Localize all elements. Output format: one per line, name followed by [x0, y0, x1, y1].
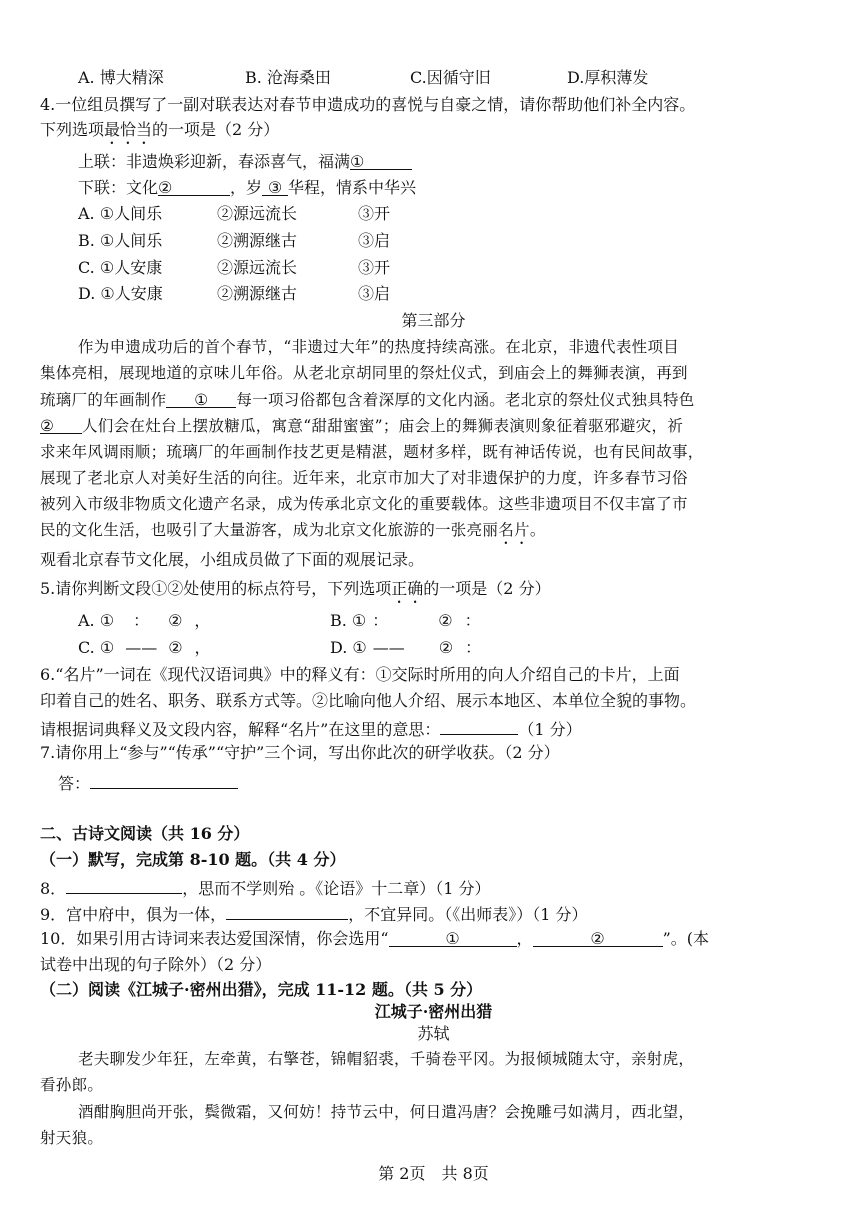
- opt-label: C. ①人安康: [78, 258, 163, 277]
- part3-line4: [40, 415, 683, 437]
- answer-label: 答：: [58, 774, 91, 793]
- blank-marker: ①: [350, 152, 365, 171]
- poem-line1: 老夫聊发少年狂，左牵黄，右擎苍，锦帽貂裘，千骑卷平冈。为报倾城随太守，亲射虎，: [78, 1050, 695, 1068]
- q5-option-c: [78, 637, 223, 659]
- couplet-blank-1: [350, 151, 412, 170]
- blank-marker: ②: [158, 178, 173, 197]
- page-footer: 第 2页 共 8页: [378, 1164, 489, 1183]
- q6-line1: 6.“名片”一词在《现代汉语词典》中的释义有：①交际时所用的向人介绍自己的卡片，上面: [40, 665, 680, 684]
- q4-option-c-2: ②源远流长: [217, 258, 298, 277]
- couplet-lower-text-3: 华程，情系中华兴: [288, 178, 417, 197]
- part3-line3-text: 琉璃厂的年画制作: [40, 391, 167, 409]
- poem-line3: 酒酣胸胆尚开张，鬓微霜，又何妨！持节云中，何日遣冯唐？会挽雕弓如满月，西北望，: [78, 1103, 695, 1121]
- q4-option-b-2: ②溯源继古: [217, 231, 298, 250]
- q10-blank-2[interactable]: [533, 928, 663, 947]
- couplet-lower: [78, 177, 416, 199]
- poem-line4: 射天狼。: [40, 1129, 104, 1147]
- part3-line4-text: 人们会在灶台上摆放糖瓜，寓意“甜甜蜜蜜”；庙会上的舞狮表演则象征着驱邪避灾，祈: [82, 417, 684, 435]
- couplet-lower-text-2: ，岁: [230, 178, 263, 197]
- part3-line8-end: 。: [529, 521, 546, 539]
- q6-score: （1 分）: [518, 720, 582, 739]
- opt-label: A. ①: [78, 611, 115, 630]
- q8-number: 8．: [40, 879, 67, 898]
- opt-punct-2: ，: [194, 638, 211, 657]
- q3-option-c: C.因循守旧: [410, 68, 491, 87]
- q4-option-a-2: ②源远流长: [217, 204, 298, 223]
- q4-option-b-3: ③启: [358, 231, 391, 250]
- opt-punct-1: ：: [133, 611, 150, 630]
- q4-option-b: [78, 230, 162, 252]
- blank-marker: ①: [194, 391, 209, 409]
- q7-answer: [58, 770, 238, 795]
- q3-option-d: D.厚积薄发: [567, 68, 649, 87]
- q5-option-a: [78, 610, 222, 632]
- q4-option-d: [78, 283, 163, 305]
- couplet-upper-text: 上联：非遗焕彩迎新，春添喜气，福满: [78, 152, 351, 171]
- q5-option-d: [330, 637, 493, 659]
- opt-punct-2: ：: [465, 638, 482, 657]
- q8: [40, 875, 491, 900]
- q9-text-2: ，不宜异同。（《出师表》）（1 分）: [348, 905, 588, 924]
- blank-marker: ②: [40, 417, 55, 435]
- q7-answer-blank[interactable]: [90, 770, 238, 789]
- opt-mid: ②: [438, 611, 453, 630]
- opt-punct-2: ：: [464, 611, 481, 630]
- part3-line8: [40, 519, 546, 548]
- q6-answer-blank[interactable]: [440, 716, 518, 735]
- q6-line3-text: 请根据词典释义及文段内容，解释“名片”在这里的意思：: [40, 720, 441, 739]
- opt-label: A. ①人间乐: [78, 204, 163, 223]
- q4-option-c: [78, 257, 162, 279]
- part3-line2: 集体亮相，展现地道的京味儿年俗。从老北京胡同里的祭灶仪式，到庙会上的舞狮表演，再到: [40, 364, 688, 382]
- opt-punct-1: ：: [372, 611, 389, 630]
- blank-marker: ①: [445, 929, 460, 948]
- section2-sub1: （一）默写，完成第 8-10 题。（共 4 分）: [40, 850, 346, 869]
- q9: [40, 901, 587, 926]
- q5-stem-score: 的一项是（2 分）: [423, 579, 551, 598]
- part3-line3: [40, 389, 695, 411]
- q7-line1: 7.请你用上“参与”“传承”“守护”三个词，写出你此次的研学收获。（2 分）: [40, 743, 560, 762]
- section2-sub2: （二）阅读《江城子·密州出猎》，完成 11-12 题。（共 5 分）: [40, 980, 483, 999]
- q4-stem-line1: 4.一位组员撰写了一副对联表达对春节申遗成功的喜悦与自豪之情，请你帮助他们补全内容。: [40, 95, 696, 114]
- couplet-upper: [78, 151, 412, 173]
- punct-blank-1: [166, 389, 236, 408]
- q6-line2: 印着自己的姓名、职务、联系方式等。②比喻向他人介绍、展示本地区、本单位全貌的事物。: [40, 691, 697, 710]
- q4-emphasis-text: 最恰当: [104, 120, 153, 139]
- part3-heading: 第三部分: [401, 311, 466, 330]
- opt-punct-1: ——: [125, 638, 158, 657]
- q4-option-a-3: ③开: [358, 204, 391, 223]
- opt-label: B. ①: [330, 611, 367, 630]
- punct-blank-2: [40, 415, 82, 434]
- q10-blank-1[interactable]: [389, 928, 517, 947]
- blank-marker: ③: [267, 178, 283, 197]
- opt-label: C. ①: [78, 638, 115, 657]
- opt-label: D. ①人安康: [78, 284, 163, 303]
- q3-option-a: A. 博大精深: [78, 68, 164, 87]
- couplet-lower-text: 下联：文化: [78, 178, 159, 197]
- couplet-blank-3: [262, 177, 288, 196]
- q10-text: 10．如果引用古诗词来表达爱国深情，你会选用“: [40, 929, 389, 948]
- opt-punct-2: ，: [194, 611, 211, 630]
- poem-title: 江城子·密州出猎: [374, 1002, 493, 1021]
- q6-line3: [40, 716, 582, 741]
- part3-line7: 被列入市级非物质文化遗产名录，成为传承北京文化的重要载体。这些非遗项目不仅丰富了市: [40, 495, 688, 513]
- q5-stem: [40, 578, 551, 607]
- q9-text: 9．宫中府中，俱为一体，: [40, 905, 227, 924]
- part3-line1: 作为申遗成功后的首个春节，“非遗过大年”的热度持续高涨。在北京，非遗代表性项目: [78, 338, 680, 356]
- couplet-blank-2: [158, 177, 230, 196]
- q4-stem-line2: [40, 119, 279, 148]
- poem-author: 苏轼: [417, 1024, 450, 1043]
- q4-option-a: [78, 203, 162, 225]
- q4-option-c-3: ③开: [358, 258, 391, 277]
- q9-blank[interactable]: [226, 901, 348, 920]
- part3-line6: 展现了老北京人对美好生活的向往。近年来，北京市加大了对非遗保护的力度，许多春节习俗: [40, 469, 688, 487]
- opt-mid: ②: [438, 638, 454, 657]
- part3-note: 观看北京春节文化展，小组成员做了下面的观展记录。: [40, 550, 425, 569]
- blank-marker: ②: [590, 929, 605, 948]
- opt-punct-1: ——: [372, 638, 405, 657]
- q8-blank[interactable]: [66, 875, 182, 894]
- q10-text-2: ”。(本: [662, 929, 709, 948]
- q4-option-d-3: ③启: [358, 284, 391, 303]
- q4-stem-score: 的一项是（2 分）: [152, 120, 280, 139]
- q10: [40, 928, 709, 950]
- part3-line5: 求来年风调雨顺；琉璃厂的年画制作技艺更是精湛，题材多样，既有神话传说，也有民间故事，: [40, 443, 704, 461]
- q5-option-b: [330, 610, 493, 632]
- poem-line2: 看孙郎。: [40, 1076, 104, 1094]
- section2-title: 二、古诗文阅读（共 16 分）: [40, 824, 250, 843]
- q8-text: ，思而不学则殆 。《论语》十二章）（1 分）: [182, 879, 491, 898]
- opt-label: B. ①人间乐: [78, 231, 163, 250]
- q10-comma: ，: [516, 929, 533, 948]
- opt-label: D. ①: [330, 638, 367, 657]
- q5-stem-text: 5.请你判断文段①②处使用的标点符号，下列选项: [40, 579, 392, 598]
- q4-option-d-2: ②溯源继古: [217, 284, 298, 303]
- q5-emphasis: 正确: [391, 579, 424, 598]
- emphasis-mingpian: 名片: [498, 521, 530, 539]
- opt-mid: ②: [168, 611, 183, 630]
- q3-option-b: B. 沧海桑田: [245, 68, 331, 87]
- part3-line3-text-2: 每一项习俗都包含着深厚的文化内涵。老北京的祭灶仪式独具特色: [236, 391, 695, 409]
- part3-line8-text: 民的文化生活，也吸引了大量游客，成为北京文化旅游的一张亮丽: [40, 521, 499, 539]
- opt-mid: ②: [168, 638, 183, 657]
- q10-line2: 试卷中出现的句子除外）（2 分）: [40, 955, 272, 974]
- q4-stem-text: 下列选项: [40, 120, 105, 139]
